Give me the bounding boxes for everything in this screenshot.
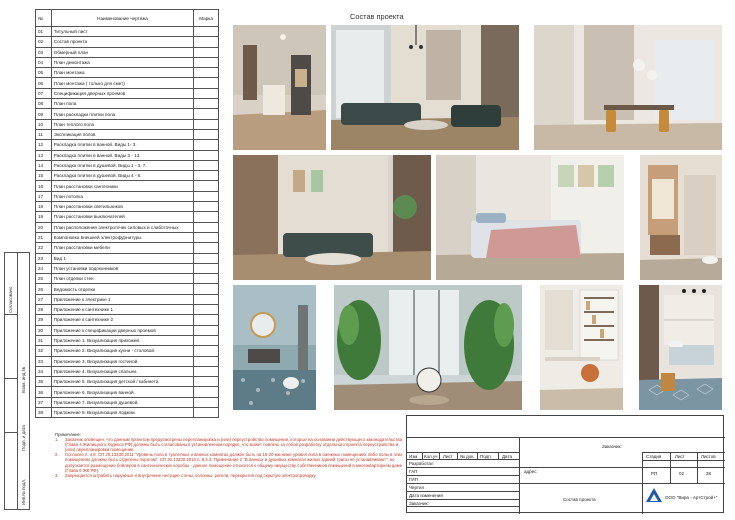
row-name: Приложение 6. Визуализация ванной. — [51, 387, 193, 397]
row-name: Приложение к спецификации дверных проемов — [51, 325, 193, 335]
note-item — [55, 437, 405, 452]
row-number: 28 — [36, 305, 52, 315]
photo-living-room — [331, 25, 519, 150]
row-mark — [194, 191, 219, 201]
row-name: Обмерный план — [51, 47, 193, 57]
photo-shower-room — [233, 285, 316, 410]
row-mark — [194, 119, 219, 129]
row-mark — [194, 88, 219, 98]
drawing-list-row — [36, 315, 219, 325]
col-doc: № док. — [460, 454, 475, 459]
drawing-list-row — [36, 160, 219, 170]
row-mark — [194, 387, 219, 397]
row-name: План расположения электроточек силовых и слаботочных — [51, 222, 193, 232]
stage-label: Стадия — [646, 454, 662, 459]
row-name: Приложение 7. Визуализация душевой. — [51, 397, 193, 407]
row-number: 34 — [36, 366, 52, 376]
row-name: План раскладки плитки пола — [51, 109, 193, 119]
sheet-value: 02 — [679, 471, 685, 476]
row-name: Состав проекта — [51, 37, 193, 47]
note-text: Запрещается штрабить наружные и внутренние несущие стены, колонны, ригели, перекрытия под скрытую электропроводку. — [65, 472, 317, 478]
row-number: 31 — [36, 335, 52, 345]
row-name: План расстановки выключателей — [51, 212, 193, 222]
page-title: Состав проекта — [350, 12, 404, 21]
row-name: Раскладка плитки в ванной. Виды 3 - 13. — [51, 150, 193, 160]
row-number: 27 — [36, 294, 52, 304]
photo-kids-room — [639, 285, 722, 410]
row-mark — [194, 202, 219, 212]
drawing-list-row — [36, 78, 219, 88]
row-number: 16 — [36, 181, 52, 191]
row-mark — [194, 232, 219, 242]
row-number: 18 — [36, 202, 52, 212]
row-name: План демонтажа — [51, 57, 193, 67]
drawing-list-row — [36, 47, 219, 57]
row-name: План расстановки мебели — [51, 243, 193, 253]
drawing-list-row — [36, 407, 219, 417]
row-mark — [194, 366, 219, 376]
row-name: Раскладка плитки в ванной. Виды 1- 3. — [51, 140, 193, 150]
row-number: 36 — [36, 387, 52, 397]
note-number: 2. — [55, 452, 59, 458]
row-mark — [194, 397, 219, 407]
row-mark — [194, 150, 219, 160]
row-mark — [194, 109, 219, 119]
row-number: 14 — [36, 160, 52, 170]
row-mark — [194, 274, 219, 284]
row-mark — [194, 315, 219, 325]
row-number: 25 — [36, 274, 52, 284]
row-name: Приложение 3. Визуализация гостиной. — [51, 356, 193, 366]
sheets-label: Листов — [701, 454, 716, 459]
row-number: 22 — [36, 243, 52, 253]
row-number: 13 — [36, 150, 52, 160]
row-number: 24 — [36, 263, 52, 273]
role-drafter: Чертил — [409, 485, 425, 490]
row-number: 04 — [36, 57, 52, 67]
binding-strip — [4, 252, 30, 510]
note-number: 1. — [55, 437, 59, 443]
row-mark — [194, 99, 219, 109]
row-number: 11 — [36, 129, 52, 139]
note-text: Согласно п. 4.8. СП 29.13330.2011 "Уровень пола в туалетных и ванных комнатах должен быть на 15-20 мм ниже уровня пола в смежных помещениях либо полы в этих помещениях должны быть отделены порогом". СП 30.13330.2016 п. 8.5.3. Примечание 2 "В ванных и душевых комнатах жилых зданий трапы не устанавливают", не допускается размещение бойлеров в сантехнических коробах - данное помещение относится к общему имуществу собственников помещений в многоквартирном доме (Глава 6 ЖК РФ). — [65, 452, 403, 473]
row-number: 06 — [36, 78, 52, 88]
drawing-list-table — [35, 9, 219, 418]
drawing-list-row — [36, 325, 219, 335]
sheets-value: 38 — [706, 471, 712, 476]
row-name: Приложение к сантехнике 1 — [51, 305, 193, 315]
row-name: Спецификация дверных проемов — [51, 88, 193, 98]
drawing-list-row — [36, 140, 219, 150]
role-developer: Разработал — [409, 461, 434, 466]
row-number: 19 — [36, 212, 52, 222]
row-mark — [194, 57, 219, 67]
drawing-list-row — [36, 366, 219, 376]
row-mark — [194, 140, 219, 150]
row-number: 38 — [36, 407, 52, 417]
drawing-list-row — [36, 356, 219, 366]
row-name: Экспликация полов — [51, 129, 193, 139]
photo-bathroom-door — [640, 155, 722, 280]
row-number: 12 — [36, 140, 52, 150]
row-mark — [194, 294, 219, 304]
row-name: Приложение 1. Визуализация прихожей. — [51, 335, 193, 345]
drawing-list-row — [36, 253, 219, 263]
header-number: № — [36, 10, 52, 27]
row-name: Раскладка плитки в душевой. Виды 1 - 3, 7. — [51, 160, 193, 170]
drawing-list-row — [36, 232, 219, 242]
drawing-name: Состав проекта — [563, 497, 596, 502]
row-number: 01 — [36, 27, 52, 37]
drawing-list-row — [36, 57, 219, 67]
row-name: План установки подоконников — [51, 263, 193, 273]
row-mark — [194, 243, 219, 253]
binding-label-inventory: Инв.№ подл. — [21, 478, 26, 505]
drawing-list-row — [36, 119, 219, 129]
row-name: Приложение к электрике 1 — [51, 294, 193, 304]
row-number: 30 — [36, 325, 52, 335]
photo-living-room-2 — [233, 155, 431, 280]
row-number: 23 — [36, 253, 52, 263]
header-mark: Марка — [194, 10, 219, 27]
drawing-list-row — [36, 171, 219, 181]
stage-value: РП — [651, 471, 658, 476]
col-sheet: Лист — [443, 454, 453, 459]
note-item — [55, 473, 405, 478]
drawing-list-row — [36, 377, 219, 387]
company-name: ООО "Вира - АртСтрой+" — [665, 495, 718, 500]
row-name: План монтажа — [51, 68, 193, 78]
title-block — [406, 415, 724, 513]
row-name: Приложение 4. Визуализация спальни. — [51, 366, 193, 376]
photo-dining-kitchen — [534, 25, 722, 150]
row-number: 26 — [36, 284, 52, 294]
row-number: 21 — [36, 232, 52, 242]
photo-hallway — [233, 25, 326, 150]
drawing-list-row — [36, 212, 219, 222]
row-number: 02 — [36, 37, 52, 47]
photo-loggia — [334, 285, 522, 410]
drawing-list-row — [36, 397, 219, 407]
row-name: План пола — [51, 99, 193, 109]
drawing-list-header — [36, 10, 219, 27]
drawing-list-row — [36, 150, 219, 160]
row-number: 09 — [36, 109, 52, 119]
drawing-list-row — [36, 88, 219, 98]
header-name: Наименование чертежа — [51, 10, 193, 27]
binding-label-sign-date: Подп. и дата — [21, 425, 26, 451]
drawing-list-row — [36, 294, 219, 304]
photo-study — [540, 285, 623, 410]
note-number: 3. — [55, 472, 59, 478]
row-mark — [194, 222, 219, 232]
row-mark — [194, 129, 219, 139]
binding-label-agreed: Согласовано — [8, 286, 13, 313]
col-change: Изм. — [409, 454, 419, 459]
row-mark — [194, 78, 219, 88]
row-name: Ведомость отделки — [51, 284, 193, 294]
row-mark — [194, 27, 219, 37]
row-number: 33 — [36, 356, 52, 366]
role-gip: ГИП — [409, 477, 418, 482]
row-mark — [194, 37, 219, 47]
drawing-list-row — [36, 181, 219, 191]
drawing-list-row — [36, 68, 219, 78]
row-mark — [194, 346, 219, 356]
drawing-list-row — [36, 191, 219, 201]
note-item — [55, 452, 405, 472]
photo-bedroom — [436, 155, 624, 280]
row-name: План расстановки сантехники — [51, 181, 193, 191]
drawing-list-row — [36, 109, 219, 119]
company-logo — [645, 487, 663, 505]
row-number: 20 — [36, 222, 52, 232]
notes-block — [55, 432, 405, 478]
row-mark — [194, 212, 219, 222]
row-name: Приложение 8. Визуализация лоджии. — [51, 407, 193, 417]
row-number: 37 — [36, 397, 52, 407]
row-mark — [194, 335, 219, 345]
notes-heading: Примечание: — [55, 432, 82, 437]
col-sign: Подп. — [480, 454, 492, 459]
row-mark — [194, 407, 219, 417]
role-gap: ГАП — [409, 469, 418, 474]
col-qty: Кол.уч — [424, 454, 438, 459]
row-name: Раскладка плитки в душевой. Виды 4 - 6. — [51, 171, 193, 181]
row-mark — [194, 377, 219, 387]
row-name: Приложение 5. Визуализация детской / кабинета. — [51, 377, 193, 387]
drawing-list-row — [36, 99, 219, 109]
row-mark — [194, 181, 219, 191]
drawing-list-row — [36, 387, 219, 397]
binding-label-replace: Взам. инд.№ — [21, 366, 26, 393]
drawing-list-row — [36, 263, 219, 273]
drawing-list-row — [36, 335, 219, 345]
row-mark — [194, 284, 219, 294]
drawing-list-row — [36, 129, 219, 139]
row-number: 10 — [36, 119, 52, 129]
row-mark — [194, 356, 219, 366]
row-number: 03 — [36, 47, 52, 57]
row-number: 07 — [36, 88, 52, 98]
row-number: 05 — [36, 68, 52, 78]
note-text: Заказчик оповещен, что данным проектом предусмотрены перепланировка и (или) переустройство помещения, которые на основании действующего законодательства (Глава 4 Жилищного Кодекса РФ) должны быть согласованы в установленном порядке, что может повлечь за собой разработку отдельного проекта переустройства и (или) перепланировки помещения. — [65, 437, 402, 453]
row-name: План расстановки светильников — [51, 202, 193, 212]
row-number: 35 — [36, 377, 52, 387]
sheet-label: Лист — [675, 454, 685, 459]
row-name: Вид 1 — [51, 253, 193, 263]
row-mark — [194, 47, 219, 57]
drawing-list-body — [36, 27, 219, 418]
customer-label: Заказчик: — [602, 444, 622, 449]
role-change-date: Дата изменения — [409, 493, 443, 498]
drawing-list-row — [36, 274, 219, 284]
row-mark — [194, 171, 219, 181]
row-name: План потолка — [51, 191, 193, 201]
row-mark — [194, 160, 219, 170]
drawing-list-row — [36, 222, 219, 232]
drawing-list-row — [36, 284, 219, 294]
drawing-list-row — [36, 305, 219, 315]
drawing-list-row — [36, 243, 219, 253]
row-mark — [194, 325, 219, 335]
row-number: 32 — [36, 346, 52, 356]
role-customer: Заказчик: — [409, 501, 429, 506]
drawing-list-row — [36, 346, 219, 356]
drawing-list-row — [36, 37, 219, 47]
row-mark — [194, 253, 219, 263]
drawing-list-row — [36, 27, 219, 37]
row-number: 15 — [36, 171, 52, 181]
row-number: 17 — [36, 191, 52, 201]
row-mark — [194, 68, 219, 78]
row-name: План монтажа ( только для смет) — [51, 78, 193, 88]
row-name: Приложение к сантехнике 2 — [51, 315, 193, 325]
drawing-list-row — [36, 202, 219, 212]
address-label: адрес: — [524, 469, 538, 474]
row-name: Титульный лист — [51, 27, 193, 37]
row-name: Приложение 2. Визуализация кухни - столовой. — [51, 346, 193, 356]
row-mark — [194, 263, 219, 273]
row-number: 08 — [36, 99, 52, 109]
row-name: Компоновка внешней электрофурнитуры — [51, 232, 193, 242]
row-mark — [194, 305, 219, 315]
row-name: План теплого пола — [51, 119, 193, 129]
row-name: План отделки стен — [51, 274, 193, 284]
row-number: 29 — [36, 315, 52, 325]
col-date: Дата — [502, 454, 512, 459]
